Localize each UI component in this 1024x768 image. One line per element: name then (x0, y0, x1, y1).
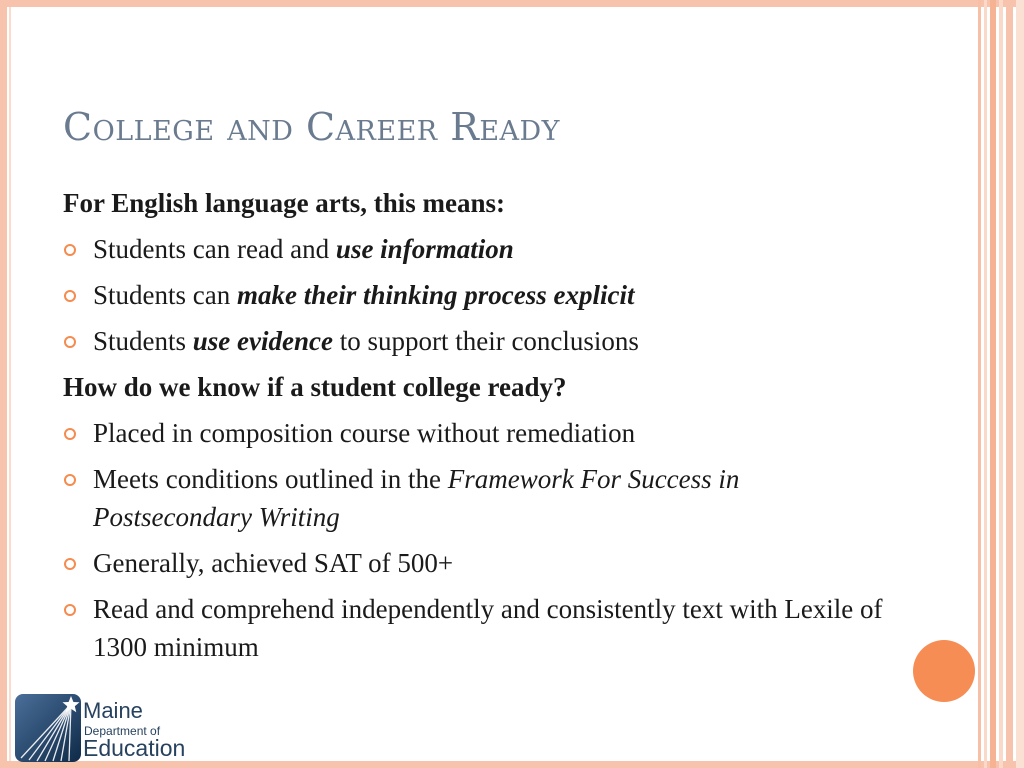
bullet-ring-icon (64, 474, 76, 486)
frame-right-stripe (999, 0, 1003, 768)
bullet-item (63, 276, 903, 314)
bullet-emphasis: use evidence (192, 326, 333, 356)
frame-left-inner-border (9, 0, 11, 768)
bullet-item (63, 322, 903, 360)
frame-right-stripe (984, 0, 987, 768)
frame-right-stripe (1006, 0, 1013, 768)
bullet-ring-icon (64, 336, 76, 348)
logo-line-department: Department of (84, 724, 161, 738)
bullet-item (63, 460, 903, 536)
bullet-ring-icon (64, 244, 76, 256)
bullet-text: Students can (93, 280, 237, 310)
frame-top-border (0, 0, 1024, 7)
frame-right-stripe (990, 0, 996, 768)
slide-body (63, 184, 903, 674)
maine-doe-logo-icon (15, 694, 81, 762)
bullet-item (63, 230, 903, 268)
bullet-text: Meets conditions outlined in the (93, 464, 448, 494)
bullet-ring-icon (64, 558, 76, 570)
bullet-emphasis: make their thinking process explicit (236, 280, 635, 310)
bullet-item (63, 590, 903, 666)
bullet-ring-icon (64, 604, 76, 616)
bullet-text: Placed in composition course without remediation (93, 418, 636, 448)
bullet-ring-icon (64, 290, 76, 302)
slide-title: College and Career Ready (63, 105, 561, 149)
logo-line-maine: Maine (83, 698, 143, 723)
accent-circle (913, 640, 975, 702)
bullet-item (63, 544, 903, 582)
bullet-text: Generally, achieved SAT of 500+ (93, 548, 454, 578)
frame-left-border (0, 0, 7, 768)
bullet-text: Students can read and (93, 234, 336, 264)
section-heading: For English language arts, this means: (63, 188, 506, 218)
bullet-emphasis: use information (335, 234, 514, 264)
bullet-text: Read and comprehend independently and consistently text with Lexile of 1300 minimum (93, 594, 883, 662)
logo-line-education: Education (83, 735, 186, 761)
bullet-item (63, 414, 903, 452)
maine-doe-logo (15, 694, 210, 762)
section-heading: How do we know if a student college ready? (63, 372, 567, 402)
bullet-emphasis: Framework For Success in Postsecondary Writing (93, 464, 740, 532)
bullet-text: Students (93, 326, 193, 356)
bullet-ring-icon (64, 428, 76, 440)
bullet-text: to support their conclusions (332, 326, 639, 356)
frame-right-stripe (1016, 0, 1024, 768)
frame-right-stripe (978, 0, 981, 768)
frame-bottom-border (0, 761, 1024, 768)
